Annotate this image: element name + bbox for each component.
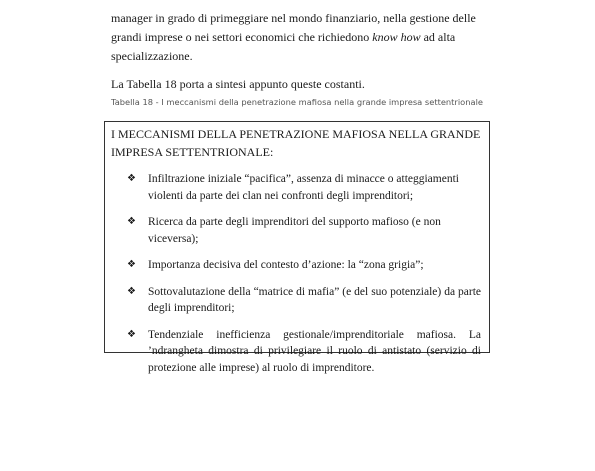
intro-line-2-start: imprese o nei settori economici che richiedono bbox=[144, 30, 373, 44]
four-diamond-bullet-icon: ❖ bbox=[127, 259, 136, 270]
list-item-text: Ricerca da parte degli imprenditori del supporto mafioso (e non viceversa); bbox=[148, 216, 441, 245]
four-diamond-bullet-icon: ❖ bbox=[127, 328, 136, 340]
intro-text bbox=[111, 9, 503, 66]
intro-line-2-emphasis: know how bbox=[372, 30, 421, 44]
table-reference-text: La Tabella 18 porta a sintesi appunto queste costanti. bbox=[111, 77, 365, 91]
list-item bbox=[111, 327, 481, 377]
mechanisms-box bbox=[104, 121, 490, 374]
four-diamond-bullet-icon: ❖ bbox=[127, 173, 136, 184]
list-item bbox=[111, 214, 481, 247]
list-item bbox=[111, 284, 481, 317]
intro-line-1: manager in grado di primeggiare nel mondo finanziario, nella gestione delle grandi bbox=[111, 11, 476, 44]
four-diamond-bullet-icon: ❖ bbox=[127, 285, 136, 297]
intro-paragraph bbox=[111, 9, 503, 94]
list-item bbox=[111, 257, 481, 274]
mechanisms-list bbox=[111, 171, 481, 376]
box-title: I MECCANISMI DELLA PENETRAZIONE MAFIOSA NELLA GRANDE IMPRESA SETTENTRIONALE: bbox=[111, 127, 481, 159]
list-item bbox=[111, 171, 481, 204]
intro-line-2-end: ad alta specializzazione. bbox=[111, 30, 456, 63]
list-item-text: Importanza decisiva del contesto d’azione: la “zona grigia”; bbox=[148, 259, 424, 271]
table-caption: Tabella 18 - I meccanismi della penetrazione mafiosa nella grande impresa settentrionale bbox=[111, 97, 483, 107]
list-item-text: Sottovalutazione della “matrice di mafia” (e del suo potenziale) da parte degli imprenditori; bbox=[148, 285, 481, 314]
list-item-text: Infiltrazione iniziale “pacifica”, assenza di minacce o atteggiamenti violenti da parte dei clan nei confronti degli imprenditori; bbox=[148, 173, 459, 202]
four-diamond-bullet-icon: ❖ bbox=[127, 216, 136, 227]
list-item-text: Tendenziale inefficienza gestionale/imprenditoriale mafiosa. La ’ndrangheta dimostra di privilegiare il ruolo di antistato (servizio di protezione alle imprese) al ruolo di imprenditore. bbox=[148, 328, 481, 374]
